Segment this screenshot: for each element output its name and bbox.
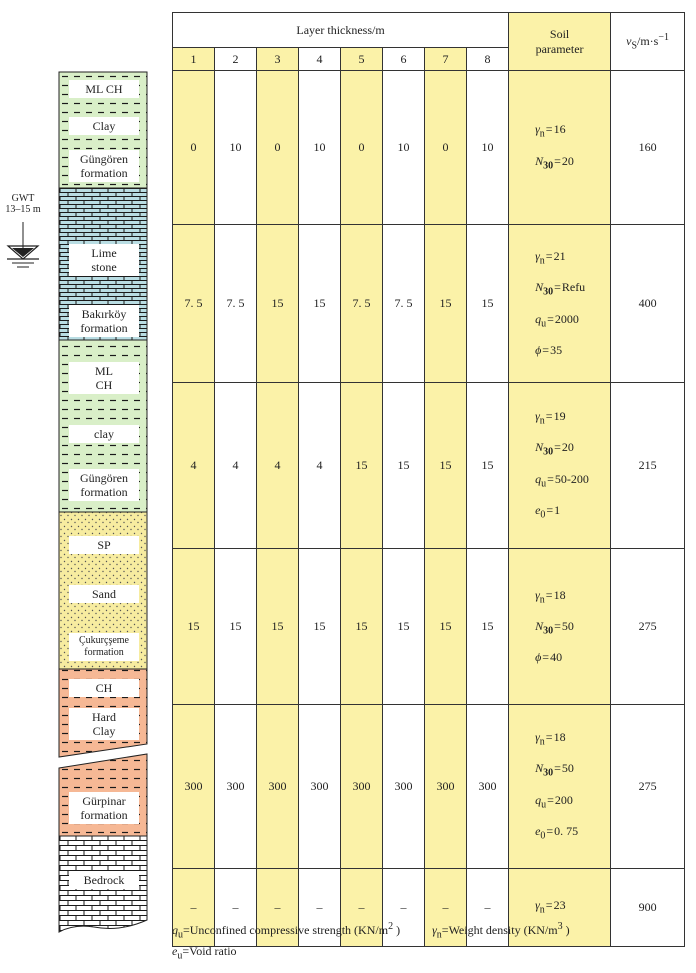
param-value: 0. 75 [554, 823, 579, 838]
thickness-cell: 15 [425, 225, 467, 383]
thickness-cell: – [299, 869, 341, 947]
thickness-cell: – [467, 869, 509, 947]
vs-cell: 160 [611, 71, 685, 225]
soil-parameter-line [535, 613, 610, 644]
thickness-cell: 10 [299, 71, 341, 225]
soil-parameter-line [535, 644, 610, 671]
vs-cell: 400 [611, 225, 685, 383]
thickness-cell: – [173, 869, 215, 947]
param-symbol: γ [535, 897, 540, 912]
label-bakirkoy-name: Bakırköy [81, 307, 127, 321]
param-equals: = [554, 619, 561, 633]
label-gurpinar [69, 792, 139, 824]
soil-parameter-line [535, 497, 610, 528]
thickness-cell: 4 [257, 383, 299, 549]
soil-parameter-line [535, 466, 610, 497]
soil-parameter-line [535, 337, 610, 364]
param-value: 20 [561, 153, 574, 168]
header-vs-unit: /m·s [637, 33, 659, 48]
param-equals: = [542, 650, 550, 665]
legend-e-sub: u [177, 950, 183, 962]
table-row [173, 225, 685, 383]
soil-parameter-cell [509, 225, 611, 383]
param-symbol: ϕ [535, 650, 542, 665]
param-equals: = [554, 761, 561, 776]
legend-gamma-text: =Weight density (KN/m [441, 923, 558, 937]
label-ch-2: CH [95, 378, 113, 392]
profile-number: 3 [257, 48, 299, 71]
soil-parameter-line [535, 755, 610, 786]
param-equals: = [554, 280, 561, 295]
vs-cell: 900 [611, 869, 685, 947]
param-equals: = [542, 343, 550, 358]
thickness-cell: 15 [467, 549, 509, 705]
legend-qu-close: ) [393, 923, 401, 937]
label-gungoren-2-formation: formation [80, 485, 128, 499]
header-soil-line1: Soil [549, 26, 570, 41]
param-symbol: N [535, 619, 544, 633]
legend-gamma-sub: n [436, 929, 442, 941]
profile-number: 1 [173, 48, 215, 71]
thickness-cell: 300 [173, 705, 215, 869]
profile-number: 8 [467, 48, 509, 71]
thickness-cell: 300 [257, 705, 299, 869]
thickness-cell: 300 [341, 705, 383, 869]
param-symbol: N [535, 153, 544, 168]
thickness-cell: – [383, 869, 425, 947]
legend-qu-sup: 2 [388, 921, 394, 932]
soil-parameter-line [535, 818, 610, 849]
table-body [173, 71, 685, 947]
thickness-cell: 300 [215, 705, 257, 869]
label-clay-2: clay [69, 425, 139, 443]
table-row [173, 383, 685, 549]
thickness-cell: 10 [215, 71, 257, 225]
thickness-cell: 0 [425, 71, 467, 225]
label-gungoren-1-name: Güngören [80, 152, 128, 166]
param-subscript: n [539, 415, 545, 427]
thickness-cell: 300 [383, 705, 425, 869]
vs-cell: 275 [611, 549, 685, 705]
param-value: 21 [553, 248, 566, 263]
param-subscript: 0 [540, 830, 546, 842]
param-value: 2000 [554, 311, 579, 326]
header-soil-line2: parameter [535, 41, 584, 56]
gwt-label-line2: 13–15 m [5, 204, 41, 215]
label-clay-1: Clay [69, 117, 139, 135]
param-subscript: n [539, 128, 545, 140]
soil-parameter-line [535, 148, 610, 179]
param-equals: = [545, 408, 553, 423]
profile-number: 6 [383, 48, 425, 71]
label-gurpinar-name: Gürpinar [82, 794, 126, 808]
param-equals: = [545, 248, 553, 263]
label-cukurcesme-name: Çukurçşeme [79, 635, 129, 646]
param-equals: = [546, 823, 554, 838]
layer-table [172, 12, 685, 947]
param-equals: = [554, 440, 561, 455]
param-equals: = [547, 792, 554, 807]
thickness-cell: 15 [173, 549, 215, 705]
label-ml-ch-1: ML CH [69, 80, 139, 98]
soil-parameter-line [535, 724, 610, 755]
param-subscript: 30 [543, 286, 554, 298]
label-ml-ch-2 [69, 362, 139, 394]
thickness-cell: – [341, 869, 383, 947]
table-row [173, 549, 685, 705]
param-subscript: n [539, 904, 545, 916]
legend-line1 [172, 921, 570, 940]
param-symbol: N [535, 440, 544, 455]
soil-parameter-cell [509, 383, 611, 549]
label-sand: Sand [69, 585, 139, 603]
param-value: 23 [553, 897, 566, 912]
param-value: 50 [561, 761, 574, 776]
thickness-cell: 0 [173, 71, 215, 225]
header-vs [611, 13, 685, 71]
soil-parameter-line [535, 787, 610, 818]
table-row [173, 71, 685, 225]
header-soil-parameter [509, 13, 611, 71]
soil-parameter-line [535, 403, 610, 434]
param-equals: = [545, 897, 553, 912]
param-value: 40 [550, 650, 563, 665]
soil-parameter-line [535, 892, 610, 923]
thickness-cell: 15 [467, 383, 509, 549]
param-subscript: 30 [543, 159, 554, 171]
param-value: 50-200 [554, 471, 589, 486]
thickness-cell: 7. 5 [341, 225, 383, 383]
param-subscript: 30 [543, 767, 554, 779]
thickness-cell: 7. 5 [215, 225, 257, 383]
soil-parameter-cell [509, 705, 611, 869]
header-vs-symbol: v [626, 33, 632, 48]
soil-parameter-cell [509, 549, 611, 705]
thickness-cell: 15 [215, 549, 257, 705]
soil-parameter-line [535, 116, 610, 147]
profile-number: 5 [341, 48, 383, 71]
label-gungoren-2 [69, 469, 139, 501]
thickness-cell: 300 [425, 705, 467, 869]
thickness-cell: 0 [341, 71, 383, 225]
soil-column [0, 0, 170, 973]
legend-qu-text: =Unconfined compressive strength (KN/m [183, 923, 389, 937]
label-gungoren-1-formation: formation [80, 166, 128, 180]
param-symbol: γ [535, 248, 540, 263]
groundwater-table-icon [7, 222, 39, 267]
legend-gamma-symbol: γ [432, 923, 437, 937]
thickness-cell: 7. 5 [383, 225, 425, 383]
legend-gamma-close: ) [562, 923, 570, 937]
param-subscript: u [541, 318, 547, 330]
param-value: 19 [553, 408, 566, 423]
label-clay-5: Clay [92, 724, 116, 738]
legend-qu-sub: u [178, 929, 183, 941]
table-row [173, 705, 685, 869]
profile-number: 2 [215, 48, 257, 71]
header-vs-sup: −1 [658, 31, 669, 43]
thickness-cell: 15 [383, 383, 425, 549]
thickness-cell: 15 [299, 225, 341, 383]
label-cukurcesme-formation: formation [84, 647, 124, 658]
thickness-cell: 10 [467, 71, 509, 225]
param-value: 18 [553, 729, 566, 744]
param-subscript: n [539, 255, 545, 267]
param-subscript: n [539, 594, 545, 605]
label-gurpinar-formation: formation [80, 808, 128, 822]
header-layer-thickness: Layer thickness/m [173, 13, 509, 48]
param-symbol: γ [535, 729, 540, 744]
param-symbol: γ [535, 408, 540, 423]
param-symbol: N [535, 280, 544, 295]
label-sp: SP [69, 536, 139, 554]
gwt-label-line1: GWT [11, 193, 35, 204]
param-subscript: u [541, 798, 547, 810]
param-symbol: e [535, 502, 541, 517]
thickness-cell: 10 [383, 71, 425, 225]
param-equals: = [545, 587, 553, 602]
vs-cell: 275 [611, 705, 685, 869]
thickness-cell: 300 [299, 705, 341, 869]
param-equals: = [554, 153, 561, 168]
soil-parameter-cell [509, 71, 611, 225]
thickness-cell: 15 [383, 549, 425, 705]
thickness-cell: 15 [341, 383, 383, 549]
label-limestone-line2: stone [91, 260, 117, 274]
param-value: 18 [553, 587, 566, 602]
label-gungoren-1 [69, 150, 139, 182]
vs-cell: 215 [611, 383, 685, 549]
thickness-cell: 15 [425, 383, 467, 549]
label-bakirkoy [69, 305, 139, 337]
thickness-cell: 15 [467, 225, 509, 383]
param-equals: = [545, 122, 553, 137]
label-gungoren-2-name: Güngören [80, 471, 128, 485]
param-symbol: γ [535, 587, 540, 602]
soil-parameter-line [535, 274, 610, 305]
profile-number: 7 [425, 48, 467, 71]
header-vs-sub: S [631, 40, 638, 52]
profile-number: 4 [299, 48, 341, 71]
thickness-cell: – [425, 869, 467, 947]
legend-e-text: =Void ratio [182, 944, 237, 958]
param-value: 16 [553, 122, 566, 137]
thickness-cell: 4 [215, 383, 257, 549]
thickness-cell: 0 [257, 71, 299, 225]
param-symbol: γ [535, 122, 540, 137]
label-bedrock: Bedrock [69, 871, 139, 889]
param-equals: = [546, 502, 554, 517]
legend-gamma-sup: 3 [557, 921, 563, 932]
legend-qu-symbol: q [172, 923, 178, 937]
thickness-cell: 4 [173, 383, 215, 549]
param-equals: = [547, 471, 554, 486]
thickness-cell: 15 [299, 549, 341, 705]
legend-line2 [172, 944, 237, 961]
param-value: 50 [561, 619, 574, 633]
soil-parameter-line [535, 243, 610, 274]
label-ml-2: ML [95, 364, 113, 378]
legend-e-symbol: e [172, 944, 178, 958]
label-hard: Hard [92, 710, 116, 724]
soil-parameter-line [535, 582, 610, 613]
soil-parameter-line [535, 434, 610, 465]
param-subscript: u [541, 477, 547, 489]
label-cukurcesme [69, 633, 139, 661]
param-symbol: q [535, 471, 542, 486]
param-symbol: q [535, 792, 542, 807]
thickness-cell: 15 [257, 225, 299, 383]
param-symbol: ϕ [535, 343, 542, 358]
label-ch-5: CH [69, 679, 139, 697]
param-value: 200 [554, 792, 573, 807]
thickness-cell: 4 [299, 383, 341, 549]
label-limestone-line1: Lime [91, 246, 117, 260]
thickness-cell: 15 [425, 549, 467, 705]
soil-parameter-line [535, 306, 610, 337]
param-symbol: q [535, 311, 542, 326]
label-bakirkoy-formation: formation [80, 321, 128, 335]
param-value: 1 [554, 502, 561, 517]
gwt-label [0, 193, 46, 215]
thickness-cell: 300 [467, 705, 509, 869]
param-subscript: 30 [543, 446, 554, 458]
thickness-cell: 7. 5 [173, 225, 215, 383]
label-limestone [69, 244, 139, 276]
param-subscript: 30 [543, 625, 554, 637]
param-value: 20 [561, 440, 574, 455]
param-subscript: 0 [540, 509, 546, 521]
param-subscript: n [539, 736, 545, 748]
param-value: Refu [561, 280, 586, 295]
thickness-cell: – [215, 869, 257, 947]
param-value: 35 [550, 343, 563, 358]
param-symbol: N [535, 761, 544, 776]
label-hard-clay [69, 708, 139, 740]
param-equals: = [545, 729, 553, 744]
thickness-cell: 15 [257, 549, 299, 705]
param-symbol: e [535, 823, 541, 838]
thickness-cell: 15 [341, 549, 383, 705]
thickness-cell: – [257, 869, 299, 947]
param-equals: = [547, 311, 554, 326]
